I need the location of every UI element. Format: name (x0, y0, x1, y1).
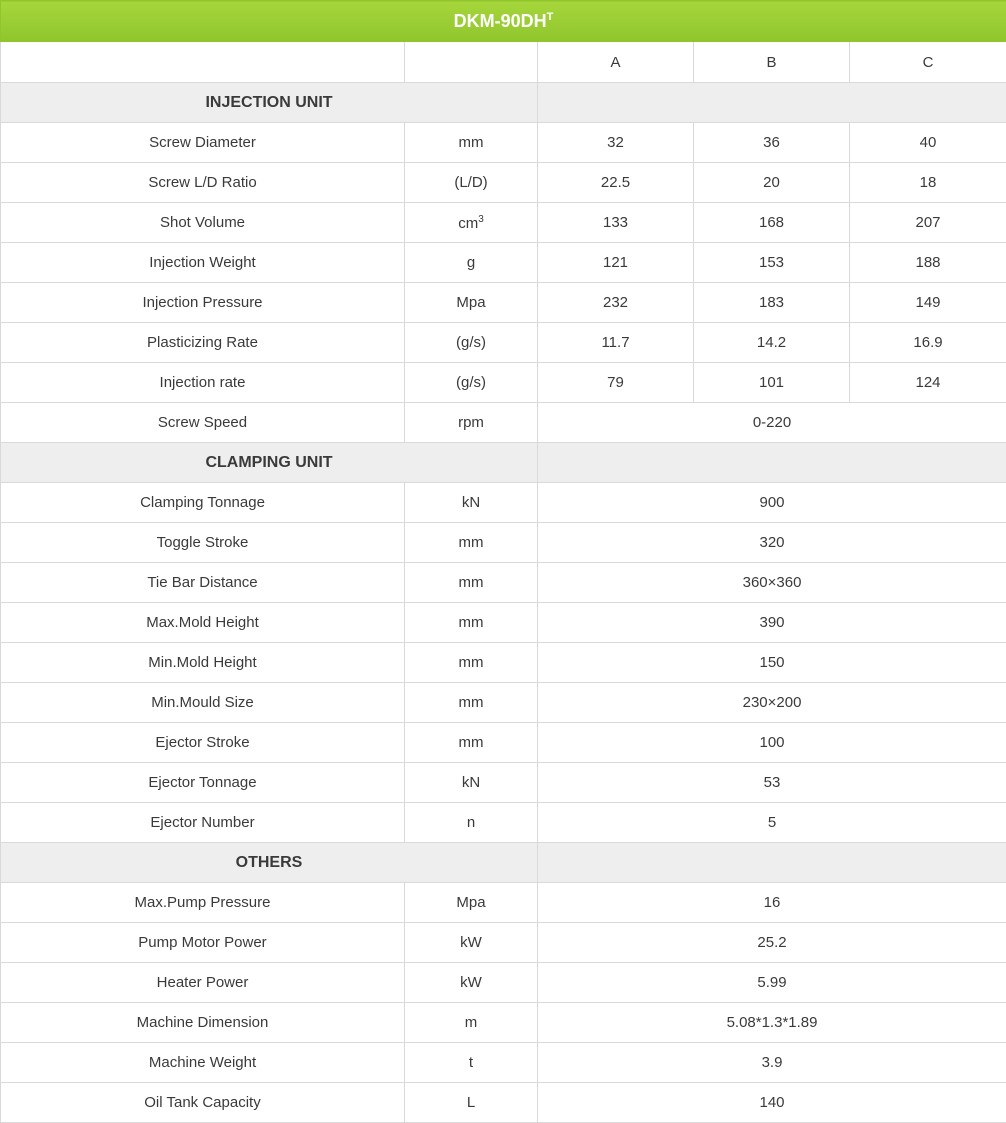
spec-name: Min.Mould Size (1, 683, 405, 723)
spec-name: Ejector Stroke (1, 723, 405, 763)
spec-value-b: 14.2 (694, 323, 850, 363)
spec-unit-text: mm (459, 734, 484, 751)
spec-unit (405, 683, 538, 723)
section-spacer (538, 843, 1006, 883)
column-header-row (1, 42, 1006, 83)
column-header-name (1, 42, 405, 83)
spec-unit (405, 763, 538, 803)
spec-unit-text: (g/s) (456, 374, 486, 391)
spec-value-c: 188 (850, 243, 1006, 283)
table-row (1, 1003, 1006, 1043)
table-row (1, 123, 1006, 163)
spec-unit-text: n (467, 814, 475, 831)
spec-name: Toggle Stroke (1, 523, 405, 563)
spec-value-c: 207 (850, 203, 1006, 243)
column-header-c: C (850, 42, 1006, 83)
spec-name: Clamping Tonnage (1, 483, 405, 523)
table-row (1, 603, 1006, 643)
spec-value-all: 230×200 (538, 683, 1006, 723)
column-header-unit (405, 42, 538, 83)
spec-name: Max.Mold Height (1, 603, 405, 643)
spec-name: Machine Dimension (1, 1003, 405, 1043)
spec-unit (405, 323, 538, 363)
spec-unit (405, 643, 538, 683)
spec-value-a: 32 (538, 123, 694, 163)
spec-unit (405, 483, 538, 523)
spec-unit-text: kN (462, 774, 480, 791)
spec-name: Screw Speed (1, 403, 405, 443)
spec-unit (405, 563, 538, 603)
spec-unit (405, 803, 538, 843)
spec-value-a: 133 (538, 203, 694, 243)
spec-unit-text: rpm (458, 414, 484, 431)
column-header-b: B (694, 42, 850, 83)
spec-name: Heater Power (1, 963, 405, 1003)
spec-unit (405, 523, 538, 563)
page-title (1, 1, 1006, 42)
table-row (1, 803, 1006, 843)
spec-unit (405, 603, 538, 643)
model-name: DKM-90DH (454, 11, 547, 31)
table-title-row (1, 1, 1006, 42)
spec-value-all: 320 (538, 523, 1006, 563)
spec-value-all: 900 (538, 483, 1006, 523)
spec-name: Screw L/D Ratio (1, 163, 405, 203)
spec-value-b: 36 (694, 123, 850, 163)
spec-value-b: 168 (694, 203, 850, 243)
spec-name: Ejector Number (1, 803, 405, 843)
spec-value-b: 101 (694, 363, 850, 403)
spec-value-all: 360×360 (538, 563, 1006, 603)
section-title: INJECTION UNIT (1, 83, 538, 123)
section-title: CLAMPING UNIT (1, 443, 538, 483)
section-title: OTHERS (1, 843, 538, 883)
spec-unit-text: kW (460, 974, 482, 991)
section-header-row (1, 83, 1006, 123)
table-row (1, 363, 1006, 403)
spec-unit-text: mm (459, 614, 484, 631)
spec-unit-superscript: 3 (478, 214, 484, 225)
spec-value-b: 153 (694, 243, 850, 283)
table-row (1, 523, 1006, 563)
table-row (1, 323, 1006, 363)
spec-unit-text: mm (459, 654, 484, 671)
spec-name: Shot Volume (1, 203, 405, 243)
model-superscript: T (547, 11, 554, 23)
spec-unit (405, 883, 538, 923)
spec-value-all: 5.99 (538, 963, 1006, 1003)
spec-unit-text: kW (460, 934, 482, 951)
spec-unit-text: mm (459, 134, 484, 151)
spec-unit-text: mm (459, 534, 484, 551)
table-row (1, 883, 1006, 923)
table-row (1, 1083, 1006, 1123)
spec-unit-text: g (467, 254, 475, 271)
spec-unit (405, 203, 538, 243)
table-row (1, 683, 1006, 723)
spec-unit (405, 243, 538, 283)
spec-unit-text: (g/s) (456, 334, 486, 351)
spec-name: Ejector Tonnage (1, 763, 405, 803)
spec-unit-text: cm (458, 215, 478, 232)
spec-value-all: 140 (538, 1083, 1006, 1123)
spec-value-all: 3.9 (538, 1043, 1006, 1083)
table-row (1, 203, 1006, 243)
table-row (1, 643, 1006, 683)
spec-unit (405, 163, 538, 203)
spec-unit (405, 1043, 538, 1083)
spec-unit-text: Mpa (456, 294, 485, 311)
spec-name: Injection Weight (1, 243, 405, 283)
spec-unit-text: (L/D) (454, 174, 487, 191)
spec-value-c: 124 (850, 363, 1006, 403)
spec-name: Injection Pressure (1, 283, 405, 323)
table-row (1, 963, 1006, 1003)
spec-name: Min.Mold Height (1, 643, 405, 683)
spec-unit-text: kN (462, 494, 480, 511)
spec-value-b: 20 (694, 163, 850, 203)
section-spacer (538, 83, 1006, 123)
spec-value-a: 79 (538, 363, 694, 403)
spec-unit-text: t (469, 1054, 473, 1071)
spec-unit (405, 723, 538, 763)
spec-unit (405, 1003, 538, 1043)
spec-value-all: 16 (538, 883, 1006, 923)
spec-name: Plasticizing Rate (1, 323, 405, 363)
spec-value-all: 0-220 (538, 403, 1006, 443)
spec-value-a: 121 (538, 243, 694, 283)
spec-value-all: 5.08*1.3*1.89 (538, 1003, 1006, 1043)
spec-value-all: 390 (538, 603, 1006, 643)
spec-value-all: 25.2 (538, 923, 1006, 963)
spec-value-all: 100 (538, 723, 1006, 763)
spec-unit (405, 123, 538, 163)
spec-unit (405, 1083, 538, 1123)
spec-value-all: 150 (538, 643, 1006, 683)
section-header-row (1, 443, 1006, 483)
spec-unit (405, 363, 538, 403)
column-header-a: A (538, 42, 694, 83)
spec-value-c: 16.9 (850, 323, 1006, 363)
spec-value-a: 232 (538, 283, 694, 323)
spec-name: Pump Motor Power (1, 923, 405, 963)
spec-value-a: 11.7 (538, 323, 694, 363)
spec-unit (405, 963, 538, 1003)
spec-unit-text: Mpa (456, 894, 485, 911)
section-spacer (538, 443, 1006, 483)
table-row (1, 763, 1006, 803)
spec-unit-text: mm (459, 574, 484, 591)
table-row (1, 403, 1006, 443)
spec-name: Machine Weight (1, 1043, 405, 1083)
spec-unit-text: mm (459, 694, 484, 711)
spec-name: Oil Tank Capacity (1, 1083, 405, 1123)
spec-name: Injection rate (1, 363, 405, 403)
section-header-row (1, 843, 1006, 883)
spec-value-all: 53 (538, 763, 1006, 803)
spec-unit-text: L (467, 1094, 475, 1111)
spec-name: Max.Pump Pressure (1, 883, 405, 923)
spec-value-a: 22.5 (538, 163, 694, 203)
spec-unit (405, 923, 538, 963)
spec-value-c: 40 (850, 123, 1006, 163)
table-row (1, 923, 1006, 963)
spec-unit (405, 403, 538, 443)
table-row (1, 1043, 1006, 1083)
spec-value-c: 18 (850, 163, 1006, 203)
spec-value-all: 5 (538, 803, 1006, 843)
spec-unit (405, 283, 538, 323)
spec-value-b: 183 (694, 283, 850, 323)
table-row (1, 483, 1006, 523)
table-row (1, 723, 1006, 763)
table-row (1, 563, 1006, 603)
table-row (1, 163, 1006, 203)
spec-name: Screw Diameter (1, 123, 405, 163)
spec-name: Tie Bar Distance (1, 563, 405, 603)
table-row (1, 283, 1006, 323)
spec-unit-text: m (465, 1014, 478, 1031)
spec-value-c: 149 (850, 283, 1006, 323)
table-row (1, 243, 1006, 283)
